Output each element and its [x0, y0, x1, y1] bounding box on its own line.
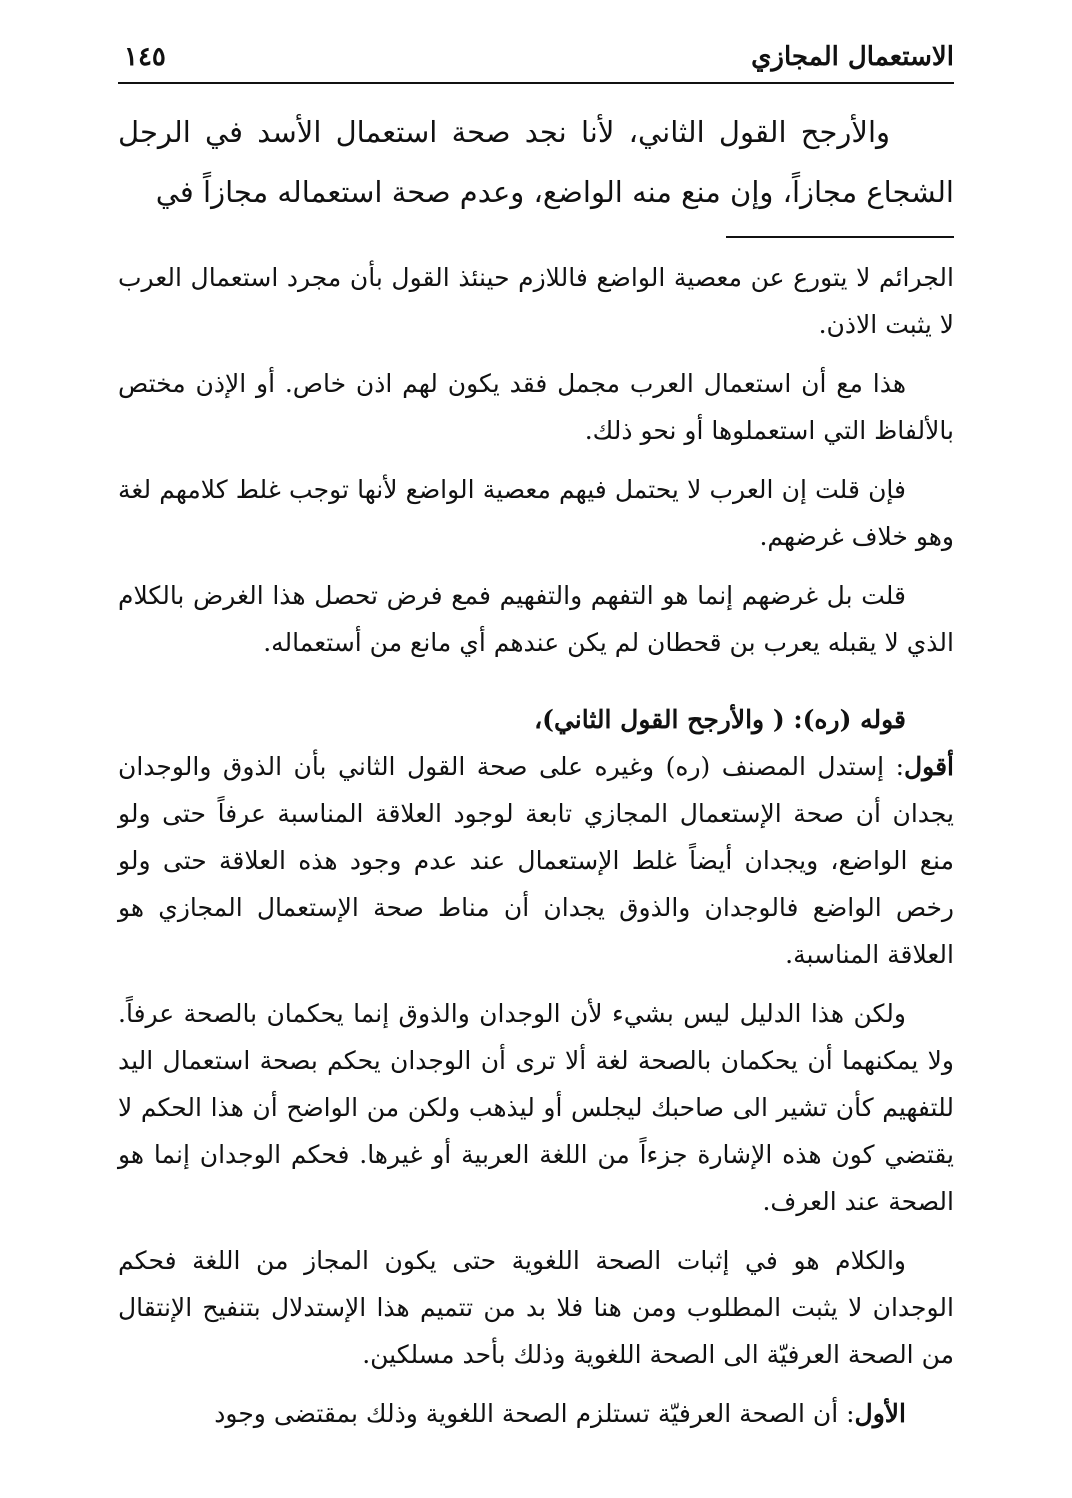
- commentary-paragraph-2: هذا مع أن استعمال العرب مجمل فقد يكون لهم اذن خاص. أو الإذن مختص بالألفاظ التي استعملوها أو نحو ذلك.: [118, 369, 954, 445]
- main-paragraph: والأرجح القول الثاني، لأنا نجد صحة استعمال الأسد في الرجل الشجاع مجازاً، وإن منع منه الواضع، وعدم صحة استعماله مجازاً في: [118, 115, 954, 209]
- paragraph-lead-word: الأول: [854, 1399, 906, 1428]
- commentary-paragraph-7: والكلام هو في إثبات الصحة اللغوية حتى يكون المجاز من اللغة فحكم الوجدان لا يثبت المطلوب ومن هنا فلا بد من تتميم هذا الإستدلال بتنفيح الإنتقال من الصحة العرفيّة الى الصحة اللغوية وذلك بأحد مسلكين.: [118, 1246, 954, 1369]
- footnote-separator: [726, 236, 954, 238]
- commentary-paragraph-6: ولكن هذا الدليل ليس بشيء لأن الوجدان والذوق إنما يحكمان بالصحة عرفاً. ولا يمكنهما أن يحكمان بالصحة لغة ألا ترى أن الوجدان يحكم بصحة استعمال اليد للتفهيم كأن تشير الى صاحبك ليجلس أو ليذهب ولكن من الواضح أن هذا الحكم لا يقتضي كون هذه الإشارة جزءاً من اللغة العربية أو غيرها. فحكم الوجدان إنما هو الصحة عند العرف.: [118, 999, 954, 1216]
- page-header: [118, 36, 954, 84]
- paragraph-body: : إستدل المصنف (ره) وغيره على صحة القول الثاني بأن الذوق والوجدان يجدان أن صحة الإستعمال المجازي تابعة لوجود العلاقة المناسبة عرفاً حتى ولو منع الواضع، ويجدان أيضاً غلط الإستعمال عند عدم وجود هذه العلاقة حتى ولو رخص الواضع فالوجدان والذوق يجدان أن مناط صحة الإستعمال المجازي هو العلاقة المناسبة.: [118, 752, 954, 969]
- commentary-paragraph-8: [118, 1390, 954, 1437]
- commentary-paragraph-1: الجرائم لا يتورع عن معصية الواضع فاللازم حينئذ القول بأن مجرد استعمال العرب لا يثبت الاذن.: [118, 263, 954, 339]
- book-page: [118, 36, 954, 1476]
- commentary-paragraph-5: [118, 743, 954, 978]
- running-title: الاستعمال المجازي: [751, 42, 954, 72]
- paragraph-lead-word: أقول: [904, 752, 954, 781]
- paragraph-body: : أن الصحة العرفيّة تستلزم الصحة اللغوية وذلك بمقتضى وجود: [214, 1399, 855, 1428]
- quote-heading: قوله (ره): ( والأرجح القول الثاني)،: [534, 705, 906, 734]
- commentary-paragraph-3: فإن قلت إن العرب لا يحتمل فيهم معصية الواضع لأنها توجب غلط كلامهم لغة وهو خلاف غرضهم.: [118, 475, 954, 551]
- page-number: ١٤٥: [124, 42, 166, 72]
- main-text: [118, 102, 954, 222]
- commentary-paragraph-4: قلت بل غرضهم إنما هو التفهم والتفهيم فمع فرض تحصل هذا الغرض بالكلام الذي لا يقبله يعرب بن قحطان لم يكن عندهم أي مانع من أستعماله.: [118, 581, 954, 657]
- commentary-section: [118, 254, 954, 1437]
